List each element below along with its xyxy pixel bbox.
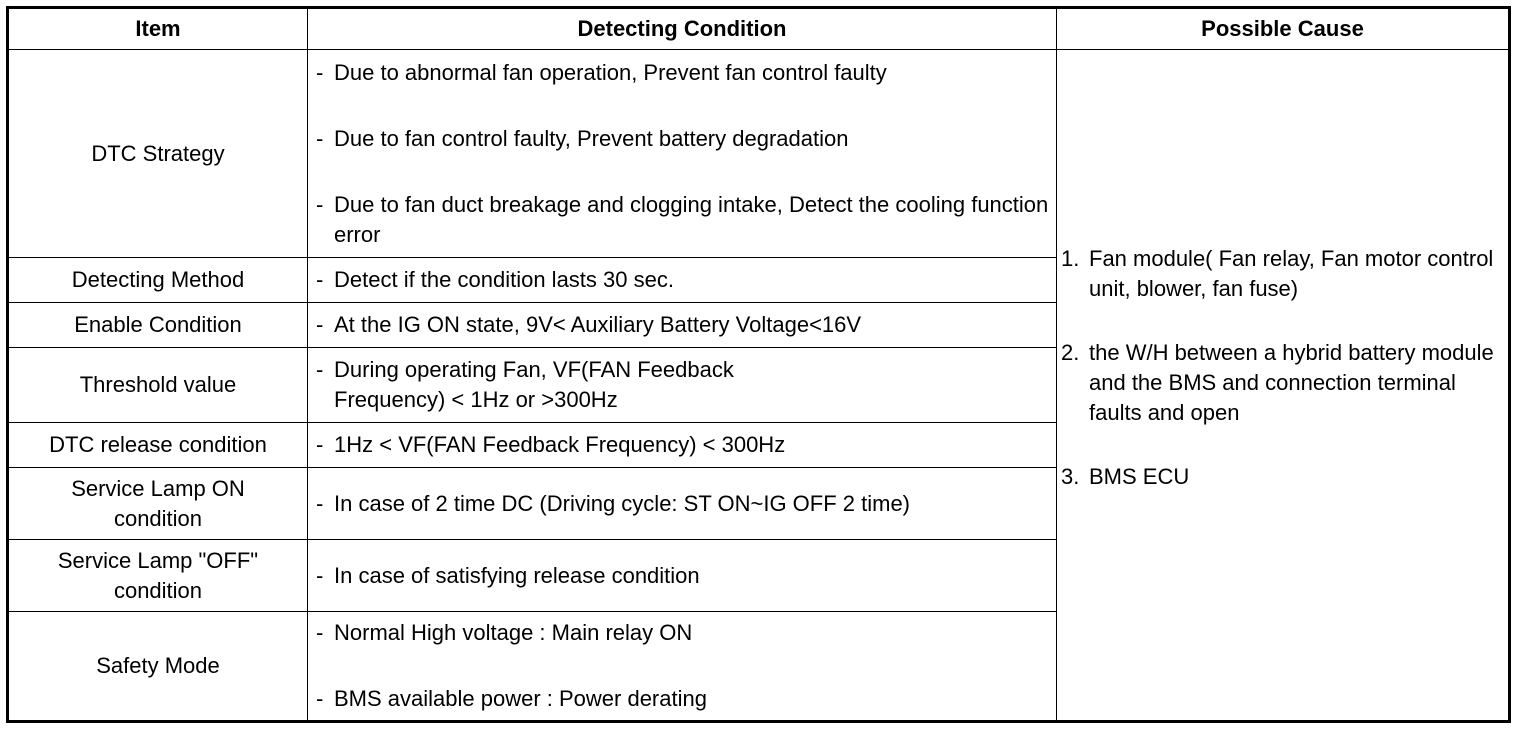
header-cause: Possible Cause bbox=[1057, 8, 1510, 50]
condition-line: - Due to abnormal fan operation, Prevent fan control faulty bbox=[314, 58, 1050, 88]
cause-item bbox=[1061, 338, 1504, 428]
condition-line: - Due to fan duct breakage and clogging intake, Detect the cooling function error bbox=[314, 190, 1050, 250]
row-item: Service Lamp "OFF" condition bbox=[8, 540, 308, 612]
row-condition bbox=[308, 423, 1057, 468]
row-item: DTC Strategy bbox=[8, 50, 308, 258]
row-item: Service Lamp ON condition bbox=[8, 468, 308, 540]
cause-text: BMS ECU bbox=[1089, 464, 1190, 489]
header-condition: Detecting Condition bbox=[308, 8, 1057, 50]
cause-text: the W/H between a hybrid battery module and the BMS and connection terminal faults and open bbox=[1089, 340, 1494, 425]
row-item: Detecting Method bbox=[8, 258, 308, 303]
cause-item bbox=[1061, 244, 1504, 304]
condition-line: - Detect if the condition lasts 30 sec. bbox=[314, 265, 1050, 295]
condition-line: - At the IG ON state, 9V< Auxiliary Battery Voltage<16V bbox=[314, 310, 1050, 340]
row-condition bbox=[308, 258, 1057, 303]
condition-line: - In case of satisfying release condition bbox=[314, 561, 1050, 591]
condition-line: - 1Hz < VF(FAN Feedback Frequency) < 300Hz bbox=[314, 430, 1050, 460]
table-row bbox=[8, 50, 1510, 258]
row-condition bbox=[308, 303, 1057, 348]
cause-text: Fan module( Fan relay, Fan motor control unit, blower, fan fuse) bbox=[1089, 246, 1494, 301]
row-item: Threshold value bbox=[8, 348, 308, 423]
condition-line: - Normal High voltage : Main relay ON bbox=[314, 618, 1050, 648]
condition-line: - In case of 2 time DC (Driving cycle: ST ON~IG OFF 2 time) bbox=[314, 489, 1050, 519]
condition-line: - BMS available power : Power derating bbox=[314, 684, 1050, 714]
row-item: DTC release condition bbox=[8, 423, 308, 468]
row-condition bbox=[308, 540, 1057, 612]
dtc-table bbox=[6, 6, 1511, 723]
row-condition bbox=[308, 468, 1057, 540]
cause-number: 1. bbox=[1061, 246, 1080, 271]
header-item: Item bbox=[8, 8, 308, 50]
row-condition bbox=[308, 348, 1057, 423]
condition-line: - Due to fan control faulty, Prevent battery degradation bbox=[314, 124, 1050, 154]
row-item: Safety Mode bbox=[8, 612, 308, 722]
cause-number: 3. bbox=[1061, 464, 1080, 489]
row-condition bbox=[308, 612, 1057, 722]
cause-item bbox=[1061, 462, 1504, 492]
possible-cause-cell bbox=[1057, 50, 1510, 722]
cause-number: 2. bbox=[1061, 340, 1080, 365]
row-condition bbox=[308, 50, 1057, 258]
row-item: Enable Condition bbox=[8, 303, 308, 348]
header-row bbox=[8, 8, 1510, 50]
condition-line: - During operating Fan, VF(FAN Feedback Frequency) < 1Hz or >300Hz bbox=[314, 355, 1050, 415]
